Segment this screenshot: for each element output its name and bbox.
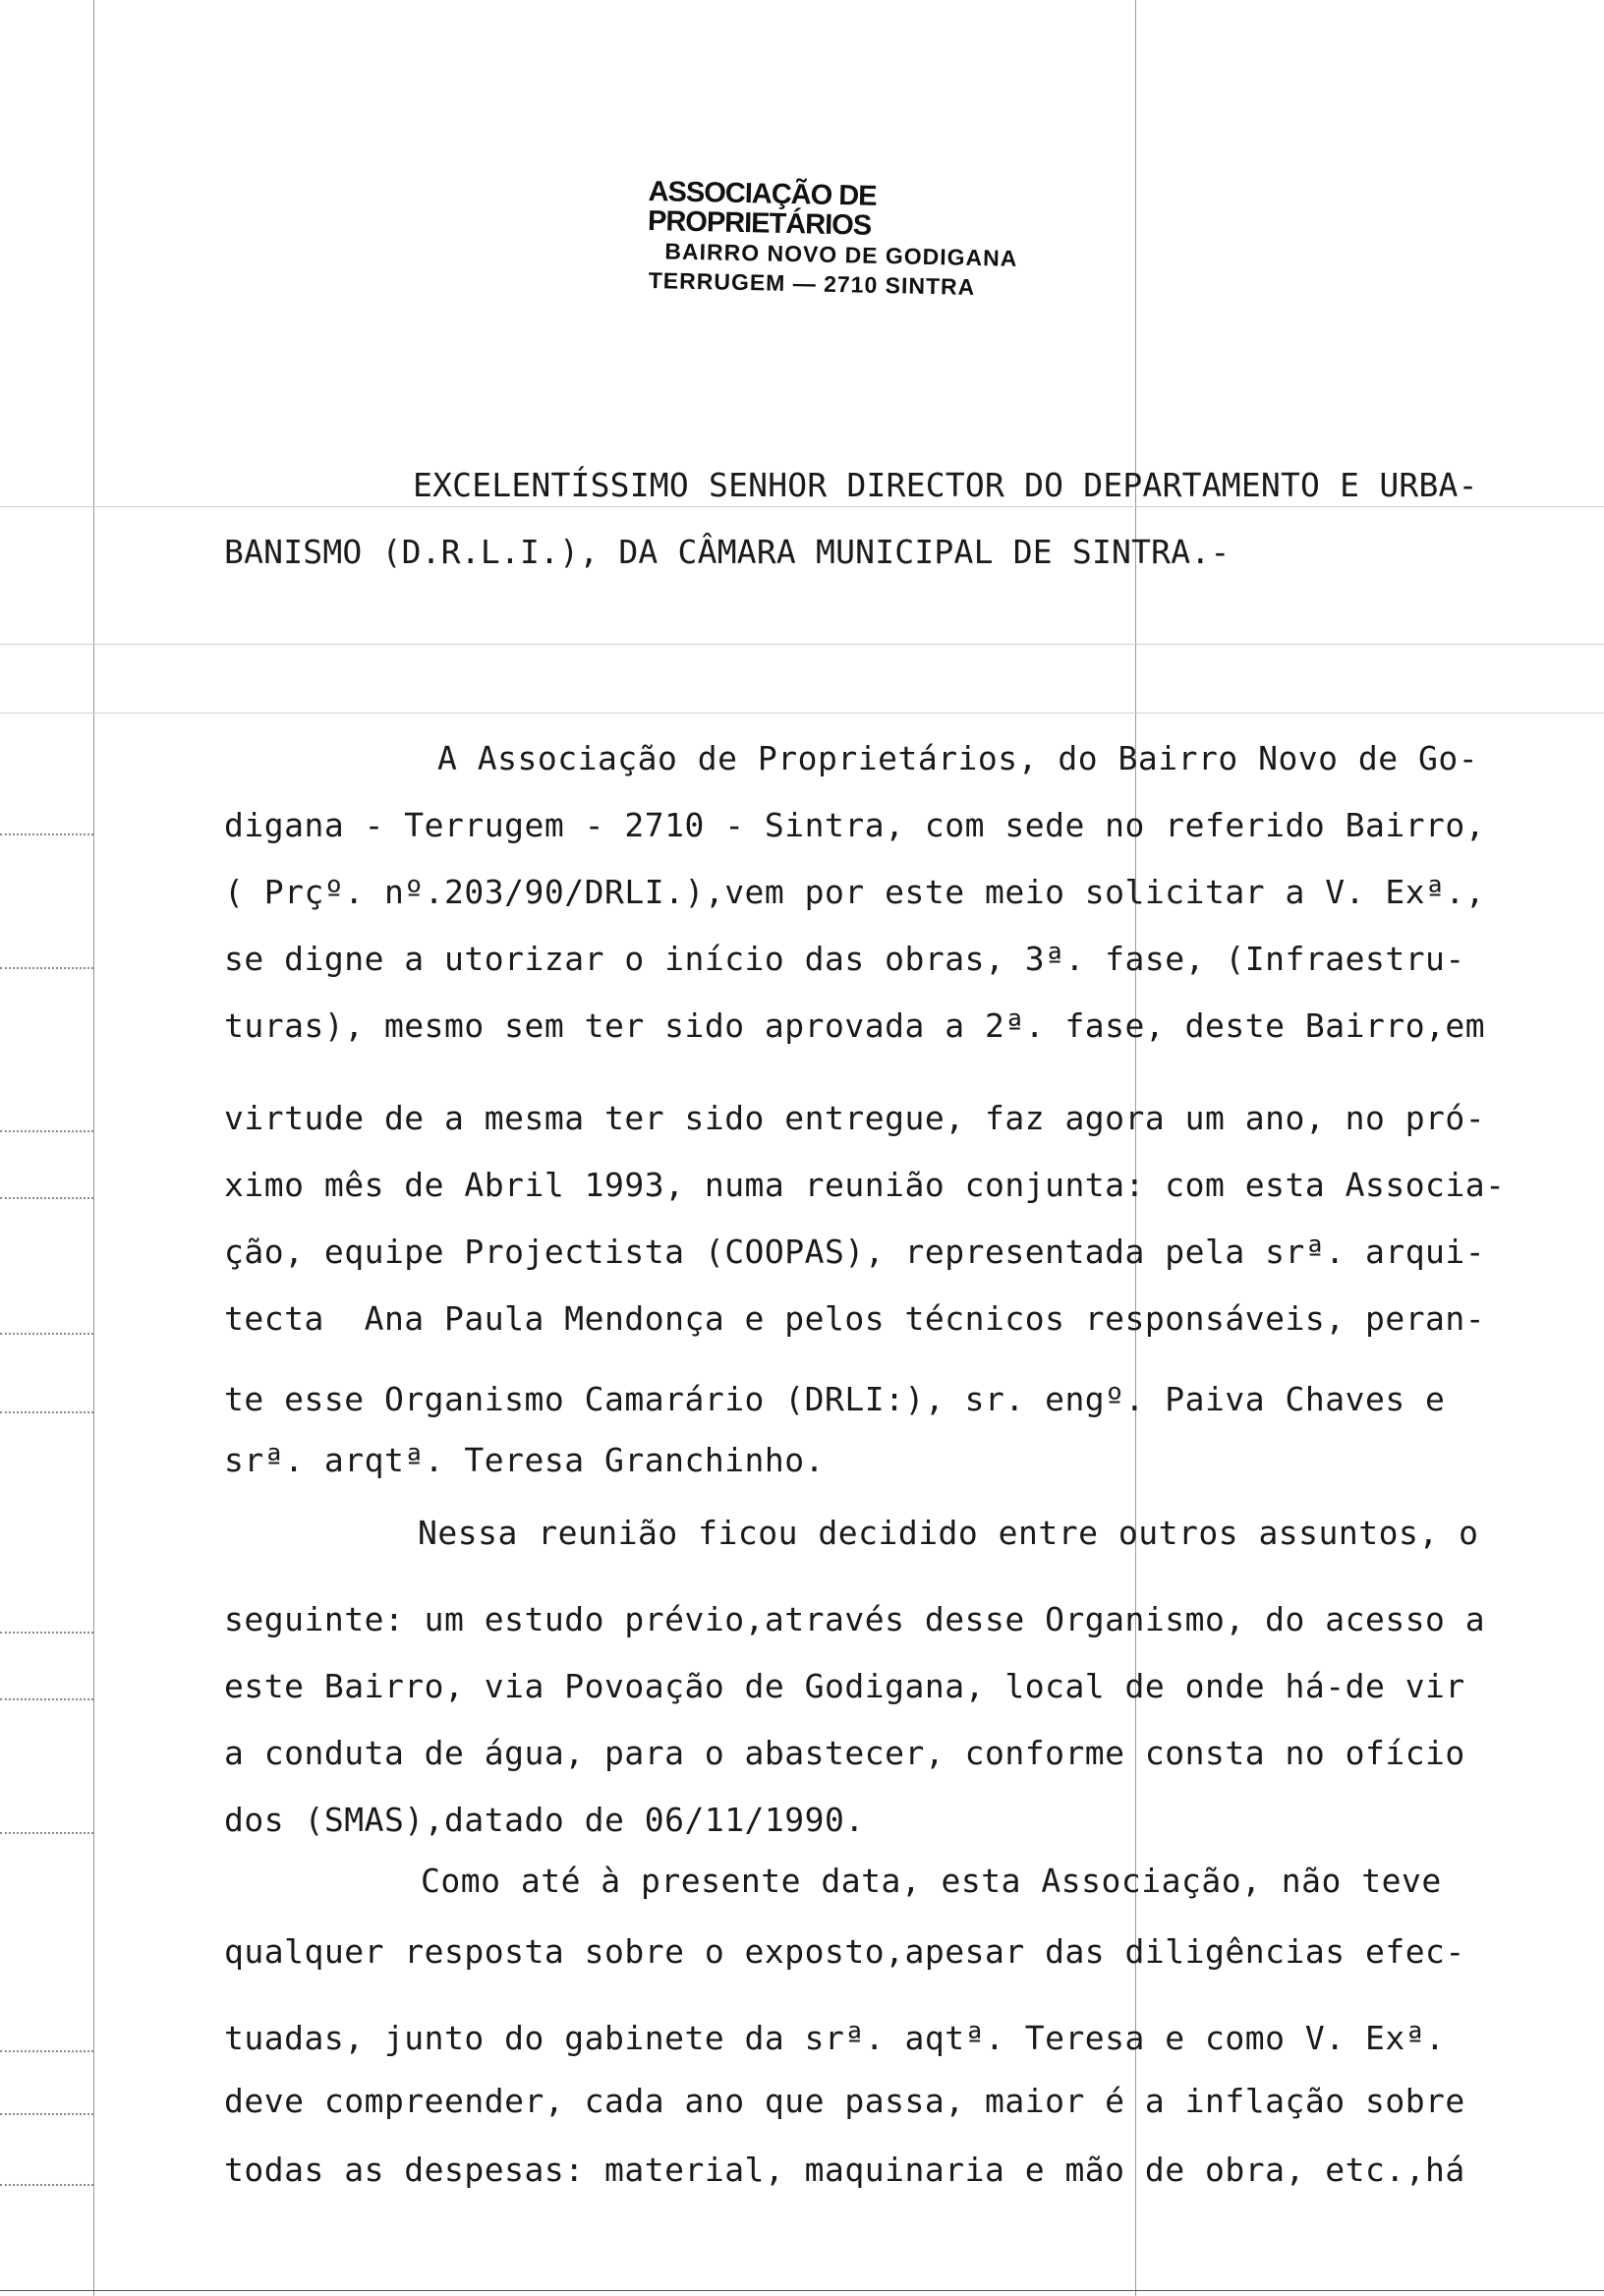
ruled-line — [0, 644, 1604, 645]
body-line: qualquer resposta sobre o exposto,apesar das diligências efec- — [224, 1932, 1465, 1971]
body-line: este Bairro, via Povoação de Godigana, local de onde há-de vir — [224, 1667, 1465, 1705]
letterhead-neighbourhood: BAIRRO NOVO DE GODIGANA — [664, 238, 1018, 271]
ruled-line — [0, 713, 1604, 714]
body-line: todas as despesas: material, maquinaria e mão de obra, etc.,há — [224, 2151, 1465, 2189]
body-line: Como até à presente data, esta Associação, não teve — [421, 1862, 1442, 1900]
body-line: ção, equipe Projectista (COOPAS), representada pela srª. arqui- — [224, 1233, 1486, 1271]
left-margin-rule — [93, 0, 94, 2296]
guide-line — [0, 967, 93, 970]
body-line: A Associação de Proprietários, do Bairro Novo de Go- — [437, 739, 1479, 777]
body-line: te esse Organismo Camarário (DRLI:), sr. engº. Paiva Chaves e — [224, 1380, 1446, 1418]
guide-line — [0, 2050, 93, 2053]
guide-line — [0, 833, 93, 836]
body-line: turas), mesmo sem ter sido aprovada a 2ª. fase, deste Bairro,em — [224, 1006, 1486, 1045]
body-line: ximo mês de Abril 1993, numa reunião conjunta: com esta Associa- — [224, 1166, 1506, 1204]
body-line: a conduta de água, para o abastecer, conforme consta no ofício — [224, 1734, 1465, 1772]
guide-line — [0, 1698, 93, 1701]
body-line: digana - Terrugem - 2710 - Sintra, com sede no referido Bairro, — [224, 806, 1486, 844]
body-line: dos (SMAS),datado de 06/11/1990. — [224, 1801, 865, 1839]
addressee-line-1: EXCELENTÍSSIMO SENHOR DIRECTOR DO DEPARTAMENTO E URBA- — [413, 466, 1478, 504]
addressee-line-2: BANISMO (D.R.L.I.), DA CÂMARA MUNICIPAL DE SINTRA.- — [224, 533, 1231, 571]
letterhead-location: TERRUGEM — 2710 SINTRA — [648, 267, 976, 300]
letterhead-stamp — [646, 177, 1060, 304]
guide-line — [0, 1411, 93, 1414]
ruled-line — [0, 2290, 1604, 2291]
guide-line — [0, 1832, 93, 1835]
body-line: tuadas, junto do gabinete da srª. aqtª. Teresa e como V. Exª. — [224, 2019, 1446, 2057]
ruled-line — [0, 506, 1604, 507]
body-line: ( Prçº. nº.203/90/DRLI.),vem por este meio solicitar a V. Exª., — [224, 873, 1486, 911]
guide-line — [0, 1632, 93, 1635]
body-line: virtude de a mesma ter sido entregue, faz agora um ano, no pró- — [224, 1099, 1486, 1137]
body-line: Nessa reunião ficou decidido entre outros assuntos, o — [418, 1514, 1479, 1552]
letterhead-org-name: ASSOCIAÇÃO DE PROPRIETÁRIOS — [647, 176, 877, 242]
guide-line — [0, 1130, 93, 1133]
guide-line — [0, 1197, 93, 1200]
guide-line — [0, 2184, 93, 2187]
guide-line — [0, 2113, 93, 2116]
guide-line — [0, 1333, 93, 1336]
body-line: srª. arqtª. Teresa Granchinho. — [224, 1441, 826, 1479]
body-line: seguinte: um estudo prévio,através desse Organismo, do acesso a — [224, 1600, 1486, 1638]
body-line: deve compreender, cada ano que passa, maior é a inflação sobre — [224, 2082, 1465, 2120]
body-line: se digne a utorizar o início das obras, 3ª. fase, (Infraestru- — [224, 940, 1465, 978]
body-line: tecta Ana Paula Mendonça e pelos técnicos responsáveis, peran- — [224, 1299, 1486, 1338]
